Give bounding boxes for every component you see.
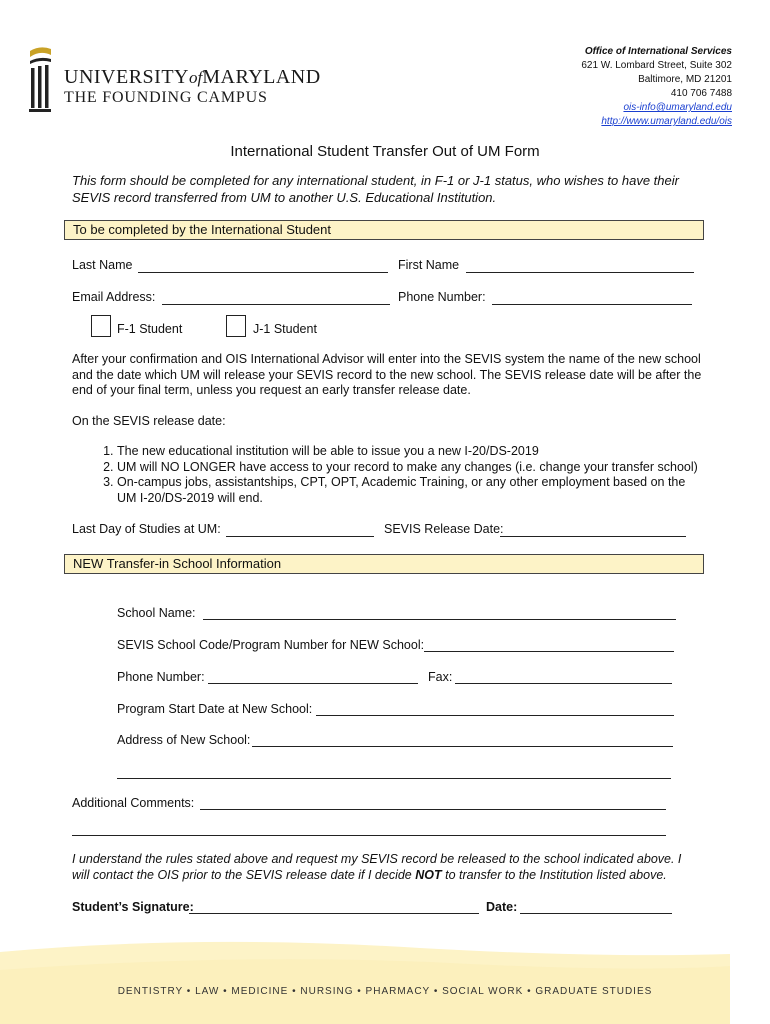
list-item: 2. UM will NO LONGER have access to your record to make any changes (i.e. change your transfer school) xyxy=(117,460,702,476)
release-date-field[interactable] xyxy=(500,536,686,537)
first-name-field[interactable] xyxy=(466,272,694,273)
comments-field-line-2[interactable] xyxy=(72,835,666,836)
signature-date-field[interactable] xyxy=(520,913,672,914)
form-intro: This form should be completed for any international student, in F-1 or J-1 status, who wishes to have their SEVIS record transferred from UM to another U.S. Educational Institution. xyxy=(72,173,679,205)
sevis-code-field[interactable] xyxy=(424,651,674,652)
j1-label: J-1 Student xyxy=(253,322,317,336)
fax-field[interactable] xyxy=(455,683,672,684)
school-address-field-line-2[interactable] xyxy=(117,778,671,779)
signature-date-label: Date: xyxy=(486,900,518,914)
comments-field[interactable] xyxy=(200,809,666,810)
office-city: Baltimore, MD 21201 xyxy=(638,74,732,85)
office-website-link[interactable]: http://www.umaryland.edu/ois xyxy=(601,116,732,127)
signature-field[interactable] xyxy=(189,913,479,914)
school-address-field[interactable] xyxy=(252,746,673,747)
footer-wave-decoration xyxy=(0,940,770,1024)
start-date-label: Program Start Date at New School: xyxy=(117,702,313,716)
office-phone: 410 706 7488 xyxy=(670,88,732,99)
section-header-student: To be completed by the International Student xyxy=(64,220,704,240)
school-phone-label: Phone Number: xyxy=(117,670,205,684)
last-day-field[interactable] xyxy=(226,536,374,537)
email-label: Email Address: xyxy=(72,290,156,304)
acknowledgement-statement: I understand the rules stated above and request my SEVIS record be released to the school indicated above. I will contact the OIS prior to the SEVIS release date if I decide NOT to transfer to the Institution listed above. xyxy=(72,852,682,882)
section-header-new-school: NEW Transfer-in School Information xyxy=(64,554,704,574)
f1-checkbox[interactable] xyxy=(91,315,111,337)
office-street: 621 W. Lombard Street, Suite 302 xyxy=(581,60,732,71)
last-day-label: Last Day of Studies at UM: xyxy=(72,522,221,536)
office-address-block xyxy=(581,45,732,129)
list-item: 1. The new educational institution will be able to issue you a new I-20/DS-2019 xyxy=(117,444,702,460)
campus-name: THE FOUNDING CAMPUS xyxy=(64,89,268,106)
school-name-label: School Name: xyxy=(117,606,196,620)
last-name-label: Last Name xyxy=(72,258,133,272)
phone-label: Phone Number: xyxy=(398,290,486,304)
university-logo-icon xyxy=(27,45,53,115)
school-address-label: Address of New School: xyxy=(117,733,251,747)
office-email-link[interactable]: ois-info@umaryland.edu xyxy=(623,102,732,113)
j1-checkbox[interactable] xyxy=(226,315,246,337)
release-date-intro: On the SEVIS release date: xyxy=(72,414,226,428)
office-name: Office of International Services xyxy=(584,46,732,57)
university-name: UNIVERSITYofMARYLAND xyxy=(64,66,321,88)
list-item: 3. On-campus jobs, assistantships, CPT, OPT, Academic Training, or any other employment based on the UM I-20/DS-2019 will end. xyxy=(117,475,702,506)
school-phone-field[interactable] xyxy=(208,683,418,684)
email-field[interactable] xyxy=(162,304,390,305)
last-name-field[interactable] xyxy=(138,272,388,273)
confirmation-paragraph: After your confirmation and OIS International Advisor will enter into the SEVIS system the name of the new school and the date which UM will release your SEVIS record to the new school. The SEVIS release date will be after the end of your final term, unless you request an early transfer release date. xyxy=(72,352,702,397)
fax-label: Fax: xyxy=(428,670,453,684)
signature-label: Student’s Signature: xyxy=(72,900,194,914)
release-consequences-list xyxy=(72,444,702,506)
form-title: International Student Transfer Out of UM Form xyxy=(230,143,540,160)
sevis-code-label: SEVIS School Code/Program Number for NEW School: xyxy=(117,638,425,652)
comments-label: Additional Comments: xyxy=(72,796,195,810)
start-date-field[interactable] xyxy=(316,715,674,716)
first-name-label: First Name xyxy=(398,258,460,272)
f1-label: F-1 Student xyxy=(117,322,183,336)
footer-schools-list: DENTISTRY • LAW • MEDICINE • NURSING • PHARMACY • SOCIAL WORK • GRADUATE STUDIES xyxy=(117,986,653,997)
release-date-label: SEVIS Release Date: xyxy=(384,522,504,536)
school-name-field[interactable] xyxy=(203,619,676,620)
phone-field[interactable] xyxy=(492,304,692,305)
